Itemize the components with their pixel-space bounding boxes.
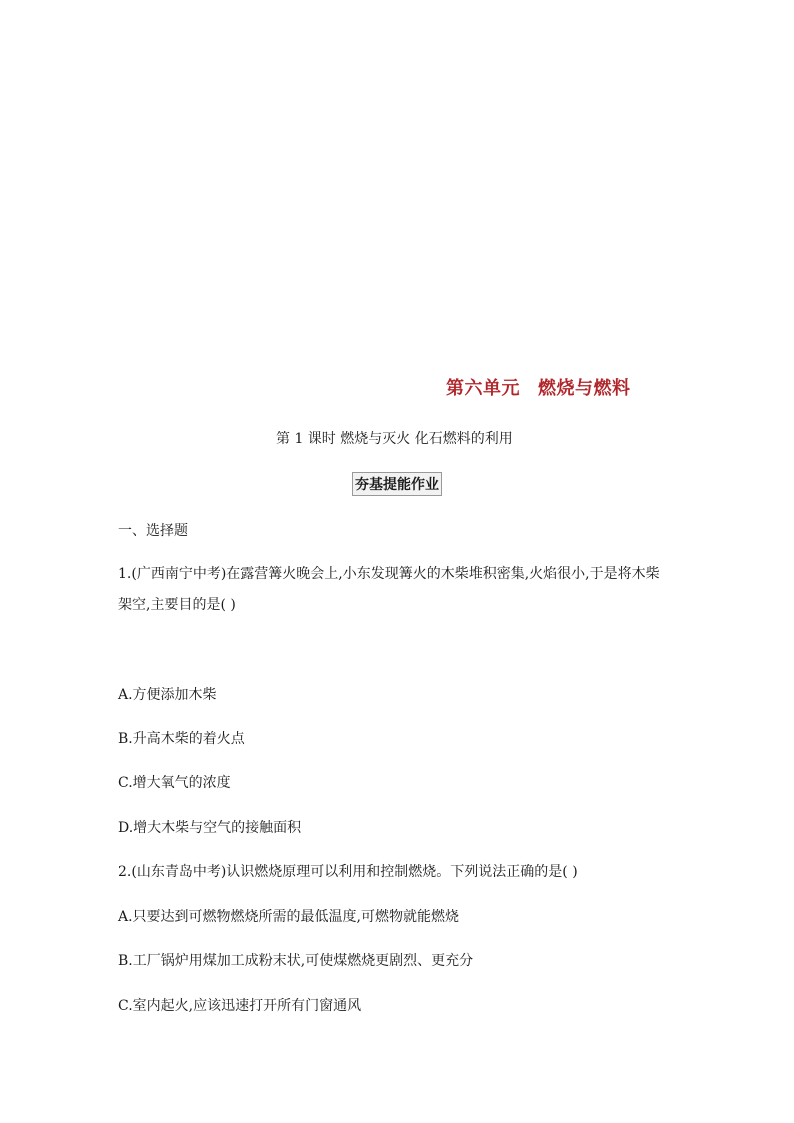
question-2-option-b: B.工厂锅炉用煤加工成粉末状,可使煤燃烧更剧烈、更充分: [118, 953, 474, 969]
unit-number: 第六单元: [446, 378, 520, 399]
unit-title: [446, 374, 631, 400]
question-1-option-d: D.增大木柴与空气的接触面积: [118, 820, 302, 836]
question-1-option-b: B.升高木柴的着火点: [118, 731, 245, 747]
question-1-option-a: A.方便添加木柴: [118, 687, 217, 703]
section-label: 夯基提能作业: [352, 472, 442, 496]
question-2-option-a: A.只要达到可燃物燃烧所需的最低温度,可燃物就能燃烧: [118, 909, 460, 925]
unit-topic: 燃烧与燃料: [538, 378, 631, 399]
question-1-text-continued: 架空,主要目的是( ): [118, 597, 236, 613]
question-2-text: 2.(山东青岛中考)认识燃烧原理可以利用和控制燃烧。下列说法正确的是( ): [118, 864, 578, 880]
question-1-option-c: C.增大氧气的浓度: [118, 775, 231, 791]
question-1-text: 1.(广西南宁中考)在露营篝火晚会上,小东发现篝火的木柴堆积密集,火焰很小,于是将木柴: [118, 566, 660, 582]
lesson-title: 第 1 课时 燃烧与灭火 化石燃料的利用: [276, 431, 513, 447]
part-heading: 一、选择题: [118, 523, 188, 539]
question-2-option-c: C.室内起火,应该迅速打开所有门窗通风: [118, 998, 362, 1014]
